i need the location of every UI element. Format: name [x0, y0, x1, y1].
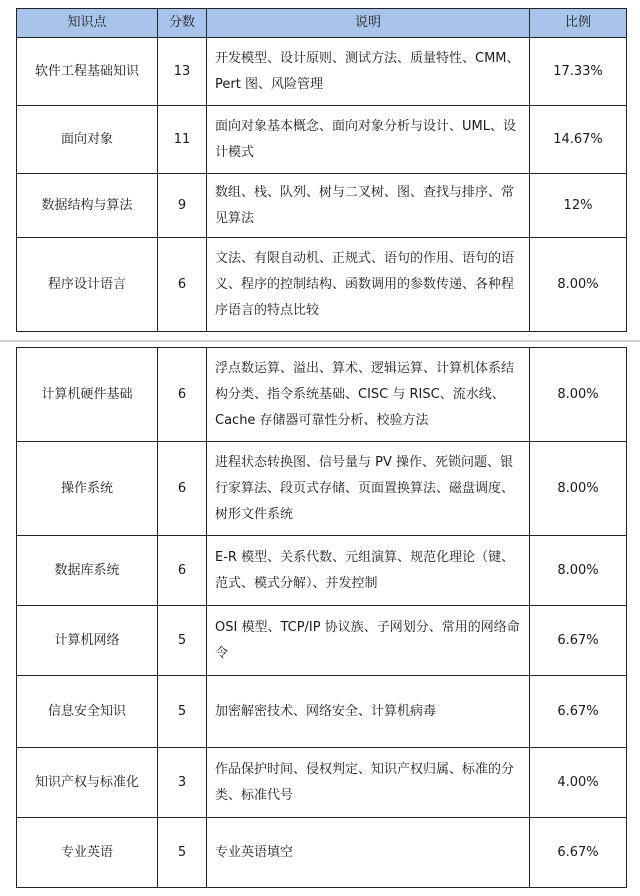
- cell-score: 5: [158, 818, 207, 888]
- header-desc: 说明: [207, 9, 530, 38]
- cell-desc-text: 面向对象基本概念、面向对象分析与设计、UML、设计模式: [215, 118, 516, 160]
- cell-ratio: 8.00%: [530, 536, 627, 606]
- table-row: [17, 38, 627, 106]
- cell-ratio: 8.00%: [530, 442, 627, 536]
- cell-score: 6: [158, 348, 207, 442]
- cell-ratio: 6.67%: [530, 606, 627, 676]
- table-row: [17, 676, 627, 748]
- syllabus-table-top: [16, 8, 627, 332]
- header-topic: 知识点: [17, 9, 158, 38]
- cell-score: 11: [158, 106, 207, 174]
- cell-desc: [207, 238, 530, 332]
- table-row: [17, 536, 627, 606]
- cell-desc-text: 作品保护时间、侵权判定、知识产权归属、标准的分类、标准代号: [215, 761, 515, 803]
- cell-desc: [207, 606, 530, 676]
- table-row: [17, 606, 627, 676]
- cell-desc: [207, 174, 530, 238]
- cell-ratio: 6.67%: [530, 676, 627, 748]
- cell-desc: [207, 38, 530, 106]
- table-header-row: [17, 9, 627, 38]
- table-row: [17, 818, 627, 888]
- cell-ratio: 6.67%: [530, 818, 627, 888]
- cell-desc: [207, 106, 530, 174]
- cell-desc: [207, 536, 530, 606]
- cell-desc: [207, 748, 530, 818]
- cell-topic: 计算机硬件基础: [17, 348, 158, 442]
- page-separator: [0, 340, 640, 342]
- syllabus-table-bottom: [16, 347, 627, 888]
- cell-ratio: 4.00%: [530, 748, 627, 818]
- cell-score: 6: [158, 238, 207, 332]
- cell-topic: 计算机网络: [17, 606, 158, 676]
- cell-score: 6: [158, 536, 207, 606]
- cell-topic: 专业英语: [17, 818, 158, 888]
- cell-topic: 知识产权与标准化: [17, 748, 158, 818]
- cell-ratio: 8.00%: [530, 348, 627, 442]
- cell-score: 5: [158, 676, 207, 748]
- cell-desc-text: 开发模型、设计原则、测试方法、质量特性、CMM、Pert 图、风险管理: [215, 50, 520, 92]
- table-row: [17, 238, 627, 332]
- cell-score: 13: [158, 38, 207, 106]
- cell-ratio: 17.33%: [530, 38, 627, 106]
- table-row: [17, 748, 627, 818]
- table-row: [17, 348, 627, 442]
- cell-topic: 数据库系统: [17, 536, 158, 606]
- cell-ratio: 12%: [530, 174, 627, 238]
- table-row: [17, 106, 627, 174]
- cell-score: 9: [158, 174, 207, 238]
- cell-topic: 软件工程基础知识: [17, 38, 158, 106]
- cell-topic: 程序设计语言: [17, 238, 158, 332]
- cell-ratio: 8.00%: [530, 238, 627, 332]
- cell-desc: [207, 676, 530, 748]
- cell-desc-text: 加密解密技术、网络安全、计算机病毒: [215, 703, 437, 719]
- cell-desc-text: E-R 模型、关系代数、元组演算、规范化理论（键、范式、模式分解）、并发控制: [215, 549, 515, 591]
- cell-desc: [207, 442, 530, 536]
- cell-topic: 数据结构与算法: [17, 174, 158, 238]
- cell-topic: 操作系统: [17, 442, 158, 536]
- table-row: [17, 174, 627, 238]
- header-score: 分数: [158, 9, 207, 38]
- cell-desc: [207, 818, 530, 888]
- cell-score: 5: [158, 606, 207, 676]
- header-ratio: 比例: [530, 9, 627, 38]
- cell-score: 6: [158, 442, 207, 536]
- cell-topic: 信息安全知识: [17, 676, 158, 748]
- cell-ratio: 14.67%: [530, 106, 627, 174]
- cell-desc-text: 文法、有限自动机、正规式、语句的作用、语句的语义、程序的控制结构、函数调用的参数传递、各种程序语言的特点比较: [215, 250, 515, 318]
- cell-desc-text: 浮点数运算、溢出、算术、逻辑运算、计算机体系结构分类、指令系统基础、CISC 与 RISC、流水线、Cache 存储器可靠性分析、校验方法: [215, 360, 515, 428]
- cell-score: 3: [158, 748, 207, 818]
- cell-desc-text: 进程状态转换图、信号量与 PV 操作、死锁问题、银行家算法、段页式存储、页面置换算法、磁盘调度、树形文件系统: [215, 454, 515, 522]
- table-row: [17, 442, 627, 536]
- cell-desc-text: OSI 模型、TCP/IP 协议族、子网划分、常用的网络命令: [215, 619, 520, 661]
- cell-desc-text: 专业英语填空: [215, 844, 294, 860]
- cell-desc-text: 数组、栈、队列、树与二叉树、图、查找与排序、常见算法: [215, 184, 515, 226]
- cell-desc: [207, 348, 530, 442]
- cell-topic: 面向对象: [17, 106, 158, 174]
